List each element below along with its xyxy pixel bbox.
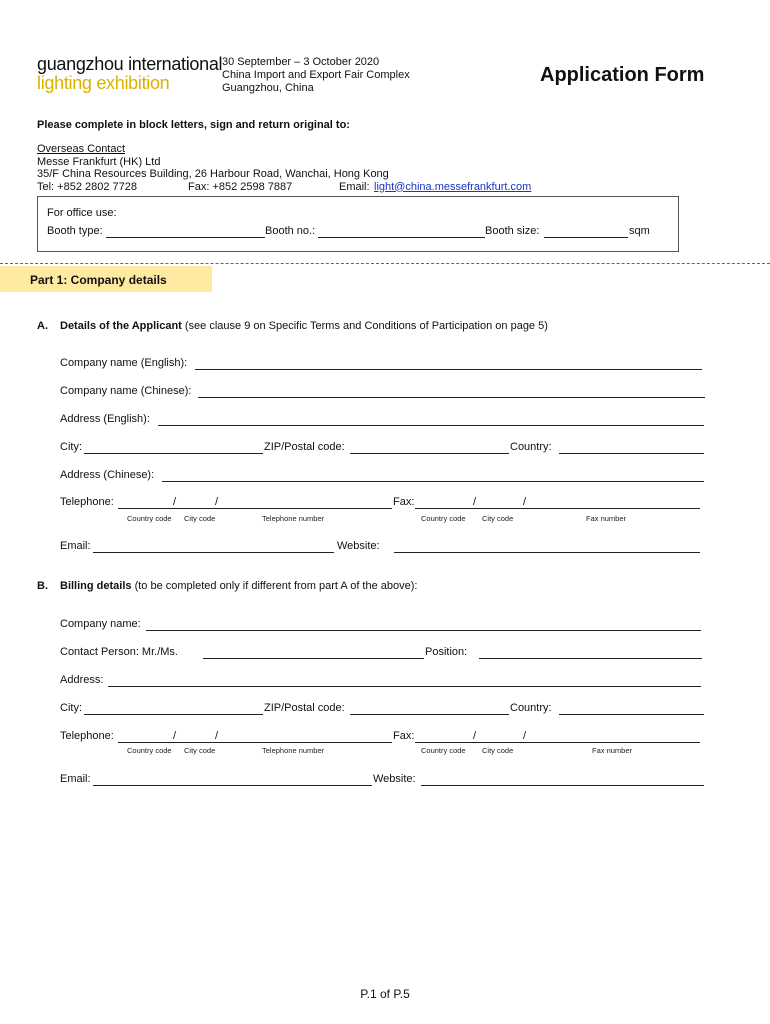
billing-fax-city-code-hint: City code: [482, 746, 514, 755]
billing-tel-country-code-hint: Country code: [127, 746, 172, 755]
email-label: Email:: [60, 540, 91, 552]
billing-city-field[interactable]: [84, 714, 263, 715]
booth-type-label: Booth type:: [47, 225, 103, 237]
billing-fax-slash-2: /: [523, 730, 527, 742]
event-info: [222, 56, 410, 95]
zip-field[interactable]: [350, 453, 509, 454]
zip-label: ZIP/Postal code:: [264, 441, 345, 453]
country-label: Country:: [510, 441, 552, 453]
billing-fax-country-code-hint: Country code: [421, 746, 466, 755]
billing-zip-label: ZIP/Postal code:: [264, 702, 345, 714]
telephone-label: Telephone:: [60, 496, 114, 508]
billing-fax-label: Fax:: [393, 730, 415, 742]
contact-person-label: Contact Person: Mr./Ms.: [60, 646, 178, 658]
billing-telephone-label: Telephone:: [60, 730, 114, 742]
section-a-letter: A.: [37, 320, 48, 332]
section-b-note: (to be completed only if different from part A of the above):: [131, 580, 418, 592]
billing-tel-number-hint: Telephone number: [262, 746, 325, 755]
company-name-cn-field[interactable]: [198, 397, 705, 398]
booth-no-field[interactable]: [318, 237, 485, 238]
billing-zip-field[interactable]: [350, 714, 509, 715]
section-a-note: (see clause 9 on Specific Terms and Conditions of Participation on page 5): [181, 320, 548, 332]
tel-city-code-hint: City code: [184, 514, 216, 523]
event-venue: China Import and Export Fair Complex: [222, 69, 410, 81]
booth-size-unit: sqm: [629, 225, 650, 237]
event-city: Guangzhou, China: [222, 82, 314, 94]
address-en-label: Address (English):: [60, 413, 150, 425]
email-field[interactable]: [93, 552, 334, 553]
billing-tel-city-code-hint: City code: [184, 746, 216, 755]
part1-banner: [0, 266, 212, 292]
billing-telephone-field[interactable]: [118, 742, 392, 743]
company-name-en-field[interactable]: [195, 369, 702, 370]
contact-fax: Fax: +852 2598 7887: [188, 180, 293, 193]
billing-website-label: Website:: [373, 773, 416, 785]
billing-country-field[interactable]: [559, 714, 704, 715]
contact-phones: [37, 181, 597, 194]
office-use-box: [37, 196, 679, 252]
address-cn-label: Address (Chinese):: [60, 469, 155, 481]
address-en-field[interactable]: [158, 425, 704, 426]
contact-email-link[interactable]: light@china.messefrankfurt.com: [374, 180, 532, 193]
fax-label: Fax:: [393, 496, 415, 508]
fax-slash-1: /: [473, 496, 477, 508]
billing-fax-number-hint: Fax number: [592, 746, 633, 755]
section-b-letter: B.: [37, 580, 48, 592]
country-field[interactable]: [559, 453, 704, 454]
fax-country-code-hint: Country code: [421, 514, 466, 523]
website-label: Website:: [337, 540, 380, 552]
billing-company-name-label: Company name:: [60, 618, 141, 630]
city-field[interactable]: [84, 453, 263, 454]
address-cn-field[interactable]: [162, 481, 704, 482]
website-field[interactable]: [394, 552, 700, 553]
billing-company-name-field[interactable]: [146, 630, 701, 631]
billing-tel-slash-1: /: [173, 730, 177, 742]
divider: [0, 263, 770, 264]
instructions: Please complete in block letters, sign and return original to:: [37, 119, 350, 131]
logo-line-2: lighting exhibition: [37, 73, 170, 93]
office-use-heading: For office use:: [47, 207, 117, 219]
section-a-heading: [60, 320, 548, 332]
contact-person-field[interactable]: [203, 658, 424, 659]
event-dates: 30 September – 3 October 2020: [222, 56, 380, 68]
position-field[interactable]: [479, 658, 702, 659]
contact-email-label: Email:: [339, 180, 370, 193]
tel-slash-1: /: [173, 496, 177, 508]
booth-no-label: Booth no.:: [265, 225, 316, 237]
company-name-en-label: Company name (English):: [60, 357, 188, 369]
page-title: Application Form: [540, 64, 705, 86]
section-b-title: Billing details: [60, 580, 132, 592]
fax-city-code-hint: City code: [482, 514, 514, 523]
fax-number-hint: Fax number: [586, 514, 627, 523]
billing-website-field[interactable]: [421, 785, 704, 786]
company-name-cn-label: Company name (Chinese):: [60, 385, 192, 397]
tel-slash-2: /: [215, 496, 219, 508]
position-label: Position:: [425, 646, 468, 658]
contact-address: 35/F China Resources Building, 26 Harbour Road, Wanchai, Hong Kong: [37, 168, 389, 180]
section-a-title: Details of the Applicant: [60, 320, 182, 332]
contact-tel: Tel: +852 2802 7728: [37, 180, 138, 193]
booth-size-field[interactable]: [544, 237, 628, 238]
contact-company: Messe Frankfurt (HK) Ltd: [37, 155, 161, 168]
billing-tel-slash-2: /: [215, 730, 219, 742]
section-b-heading: [60, 580, 417, 592]
billing-email-field[interactable]: [93, 785, 372, 786]
billing-fax-field[interactable]: [415, 742, 700, 743]
billing-email-label: Email:: [60, 773, 91, 785]
telephone-field[interactable]: [118, 508, 392, 509]
fax-field[interactable]: [415, 508, 700, 509]
billing-country-label: Country:: [510, 702, 552, 714]
billing-city-label: City:: [60, 702, 82, 714]
billing-address-field[interactable]: [108, 686, 701, 687]
booth-type-field[interactable]: [106, 237, 265, 238]
tel-number-hint: Telephone number: [262, 514, 325, 523]
contact-block: [37, 143, 597, 194]
part1-title: Part 1: Company details: [30, 273, 167, 287]
billing-address-label: Address:: [60, 674, 104, 686]
page-number: P.1 of P.5: [360, 987, 410, 1001]
fax-slash-2: /: [523, 496, 527, 508]
city-label: City:: [60, 441, 82, 453]
billing-fax-slash-1: /: [473, 730, 477, 742]
contact-heading: Overseas Contact: [37, 143, 126, 155]
tel-country-code-hint: Country code: [127, 514, 172, 523]
booth-size-label: Booth size:: [485, 225, 540, 237]
logo-line-1: guangzhou international: [37, 54, 223, 74]
